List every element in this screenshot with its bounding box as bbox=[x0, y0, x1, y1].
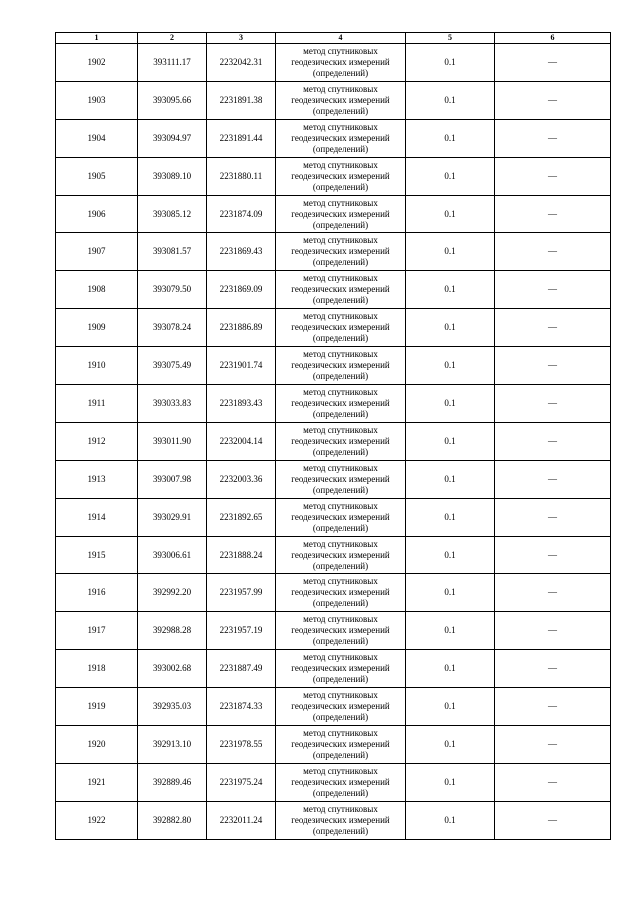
x-coordinate-cell: 392882.80 bbox=[138, 801, 207, 839]
method-line: геодезических измерений bbox=[291, 549, 390, 560]
x-coordinate-cell: 392992.20 bbox=[138, 574, 207, 612]
x-coordinate-cell: 393011.90 bbox=[138, 422, 207, 460]
x-coordinate-cell: 393089.10 bbox=[138, 157, 207, 195]
header-col-3: 3 bbox=[207, 33, 276, 44]
accuracy-cell: 0.1 bbox=[406, 612, 495, 650]
table-row bbox=[56, 650, 611, 688]
method-cell bbox=[276, 763, 406, 801]
note-cell: — bbox=[495, 157, 611, 195]
header-row bbox=[56, 33, 611, 44]
accuracy-cell: 0.1 bbox=[406, 422, 495, 460]
header-col-1: 1 bbox=[56, 33, 138, 44]
y-coordinate-cell: 2231892.65 bbox=[207, 498, 276, 536]
method-cell bbox=[276, 650, 406, 688]
table-row bbox=[56, 44, 611, 82]
method-line: (определений) bbox=[312, 257, 369, 268]
accuracy-cell: 0.1 bbox=[406, 498, 495, 536]
note-cell: — bbox=[495, 650, 611, 688]
method-cell bbox=[276, 195, 406, 233]
method-cell bbox=[276, 726, 406, 764]
x-coordinate-cell: 392988.28 bbox=[138, 612, 207, 650]
method-line: геодезических измерений bbox=[291, 397, 390, 408]
method-line: метод спутниковых bbox=[303, 803, 378, 814]
point-number-cell: 1906 bbox=[56, 195, 138, 233]
x-coordinate-cell: 393085.12 bbox=[138, 195, 207, 233]
table-row bbox=[56, 498, 611, 536]
x-coordinate-cell: 393002.68 bbox=[138, 650, 207, 688]
x-coordinate-cell: 393006.61 bbox=[138, 536, 207, 574]
x-coordinate-cell: 392913.10 bbox=[138, 726, 207, 764]
coordinates-table bbox=[55, 32, 611, 840]
method-line: (определений) bbox=[312, 712, 369, 723]
accuracy-cell: 0.1 bbox=[406, 726, 495, 764]
point-number-cell: 1907 bbox=[56, 233, 138, 271]
y-coordinate-cell: 2232042.31 bbox=[207, 44, 276, 82]
method-line: геодезических измерений bbox=[291, 360, 390, 371]
accuracy-cell: 0.1 bbox=[406, 763, 495, 801]
y-coordinate-cell: 2231957.99 bbox=[207, 574, 276, 612]
point-number-cell: 1905 bbox=[56, 157, 138, 195]
table-row bbox=[56, 119, 611, 157]
accuracy-cell: 0.1 bbox=[406, 536, 495, 574]
table-row bbox=[56, 385, 611, 423]
point-number-cell: 1912 bbox=[56, 422, 138, 460]
table-row bbox=[56, 801, 611, 839]
method-line: геодезических измерений bbox=[291, 814, 390, 825]
header-col-2: 2 bbox=[138, 33, 207, 44]
method-line: (определений) bbox=[312, 674, 369, 685]
y-coordinate-cell: 2231874.09 bbox=[207, 195, 276, 233]
point-number-cell: 1913 bbox=[56, 460, 138, 498]
method-line: (определений) bbox=[312, 408, 369, 419]
header-col-5: 5 bbox=[406, 33, 495, 44]
method-line: метод спутниковых bbox=[303, 311, 378, 322]
table-row bbox=[56, 271, 611, 309]
method-line: геодезических измерений bbox=[291, 208, 390, 219]
y-coordinate-cell: 2231869.09 bbox=[207, 271, 276, 309]
accuracy-cell: 0.1 bbox=[406, 574, 495, 612]
y-coordinate-cell: 2231880.11 bbox=[207, 157, 276, 195]
point-number-cell: 1919 bbox=[56, 688, 138, 726]
note-cell: — bbox=[495, 801, 611, 839]
method-line: метод спутниковых bbox=[303, 500, 378, 511]
accuracy-cell: 0.1 bbox=[406, 688, 495, 726]
method-line: метод спутниковых bbox=[303, 690, 378, 701]
method-line: (определений) bbox=[312, 295, 369, 306]
method-line: геодезических измерений bbox=[291, 322, 390, 333]
method-line: геодезических измерений bbox=[291, 701, 390, 712]
accuracy-cell: 0.1 bbox=[406, 385, 495, 423]
y-coordinate-cell: 2232011.24 bbox=[207, 801, 276, 839]
method-line: (определений) bbox=[312, 143, 369, 154]
table-row bbox=[56, 195, 611, 233]
accuracy-cell: 0.1 bbox=[406, 650, 495, 688]
method-line: метод спутниковых bbox=[303, 386, 378, 397]
header-col-4: 4 bbox=[276, 33, 406, 44]
method-cell bbox=[276, 347, 406, 385]
accuracy-cell: 0.1 bbox=[406, 195, 495, 233]
point-number-cell: 1909 bbox=[56, 309, 138, 347]
method-line: геодезических измерений bbox=[291, 246, 390, 257]
x-coordinate-cell: 393033.83 bbox=[138, 385, 207, 423]
method-cell bbox=[276, 81, 406, 119]
method-cell bbox=[276, 233, 406, 271]
accuracy-cell: 0.1 bbox=[406, 271, 495, 309]
method-line: геодезических измерений bbox=[291, 625, 390, 636]
point-number-cell: 1902 bbox=[56, 44, 138, 82]
y-coordinate-cell: 2231888.24 bbox=[207, 536, 276, 574]
y-coordinate-cell: 2231957.19 bbox=[207, 612, 276, 650]
note-cell: — bbox=[495, 460, 611, 498]
note-cell: — bbox=[495, 574, 611, 612]
method-cell bbox=[276, 498, 406, 536]
point-number-cell: 1911 bbox=[56, 385, 138, 423]
method-cell bbox=[276, 119, 406, 157]
note-cell: — bbox=[495, 347, 611, 385]
point-number-cell: 1910 bbox=[56, 347, 138, 385]
accuracy-cell: 0.1 bbox=[406, 347, 495, 385]
x-coordinate-cell: 393081.57 bbox=[138, 233, 207, 271]
method-cell bbox=[276, 801, 406, 839]
point-number-cell: 1914 bbox=[56, 498, 138, 536]
note-cell: — bbox=[495, 81, 611, 119]
method-line: метод спутниковых bbox=[303, 538, 378, 549]
method-cell bbox=[276, 460, 406, 498]
x-coordinate-cell: 393095.66 bbox=[138, 81, 207, 119]
method-line: (определений) bbox=[312, 484, 369, 495]
method-line: метод спутниковых bbox=[303, 462, 378, 473]
table-row bbox=[56, 763, 611, 801]
method-line: метод спутниковых bbox=[303, 45, 378, 56]
method-line: (определений) bbox=[312, 522, 369, 533]
y-coordinate-cell: 2231975.24 bbox=[207, 763, 276, 801]
table-row bbox=[56, 233, 611, 271]
method-line: геодезических измерений bbox=[291, 94, 390, 105]
point-number-cell: 1915 bbox=[56, 536, 138, 574]
x-coordinate-cell: 393079.50 bbox=[138, 271, 207, 309]
method-line: метод спутниковых bbox=[303, 614, 378, 625]
y-coordinate-cell: 2231869.43 bbox=[207, 233, 276, 271]
method-line: (определений) bbox=[312, 560, 369, 571]
method-line: метод спутниковых bbox=[303, 83, 378, 94]
method-cell bbox=[276, 422, 406, 460]
x-coordinate-cell: 393111.17 bbox=[138, 44, 207, 82]
note-cell: — bbox=[495, 422, 611, 460]
method-line: (определений) bbox=[312, 219, 369, 230]
accuracy-cell: 0.1 bbox=[406, 119, 495, 157]
note-cell: — bbox=[495, 233, 611, 271]
method-line: геодезических измерений bbox=[291, 284, 390, 295]
accuracy-cell: 0.1 bbox=[406, 81, 495, 119]
note-cell: — bbox=[495, 119, 611, 157]
method-line: геодезических измерений bbox=[291, 738, 390, 749]
accuracy-cell: 0.1 bbox=[406, 309, 495, 347]
method-line: метод спутниковых bbox=[303, 424, 378, 435]
note-cell: — bbox=[495, 44, 611, 82]
method-line: метод спутниковых bbox=[303, 159, 378, 170]
method-line: геодезических измерений bbox=[291, 56, 390, 67]
point-number-cell: 1917 bbox=[56, 612, 138, 650]
method-line: (определений) bbox=[312, 105, 369, 116]
y-coordinate-cell: 2231887.49 bbox=[207, 650, 276, 688]
table-row bbox=[56, 536, 611, 574]
table-row bbox=[56, 309, 611, 347]
y-coordinate-cell: 2232004.14 bbox=[207, 422, 276, 460]
table-body bbox=[56, 44, 611, 840]
y-coordinate-cell: 2232003.36 bbox=[207, 460, 276, 498]
x-coordinate-cell: 393075.49 bbox=[138, 347, 207, 385]
method-line: геодезических измерений bbox=[291, 435, 390, 446]
method-cell bbox=[276, 157, 406, 195]
note-cell: — bbox=[495, 763, 611, 801]
method-line: геодезических измерений bbox=[291, 170, 390, 181]
method-line: геодезических измерений bbox=[291, 473, 390, 484]
y-coordinate-cell: 2231891.44 bbox=[207, 119, 276, 157]
method-line: метод спутниковых bbox=[303, 197, 378, 208]
y-coordinate-cell: 2231886.89 bbox=[207, 309, 276, 347]
table-row bbox=[56, 347, 611, 385]
x-coordinate-cell: 393094.97 bbox=[138, 119, 207, 157]
point-number-cell: 1904 bbox=[56, 119, 138, 157]
table-row bbox=[56, 157, 611, 195]
method-cell bbox=[276, 612, 406, 650]
accuracy-cell: 0.1 bbox=[406, 460, 495, 498]
method-line: (определений) bbox=[312, 636, 369, 647]
header-col-6: 6 bbox=[495, 33, 611, 44]
method-cell bbox=[276, 271, 406, 309]
table-row bbox=[56, 422, 611, 460]
point-number-cell: 1908 bbox=[56, 271, 138, 309]
accuracy-cell: 0.1 bbox=[406, 157, 495, 195]
method-line: геодезических измерений bbox=[291, 663, 390, 674]
method-line: (определений) bbox=[312, 67, 369, 78]
table-header bbox=[56, 33, 611, 44]
note-cell: — bbox=[495, 271, 611, 309]
method-line: метод спутниковых bbox=[303, 652, 378, 663]
table-row bbox=[56, 688, 611, 726]
method-line: (определений) bbox=[312, 825, 369, 836]
method-line: геодезических измерений bbox=[291, 587, 390, 598]
method-line: метод спутниковых bbox=[303, 273, 378, 284]
table-row bbox=[56, 612, 611, 650]
method-line: (определений) bbox=[312, 749, 369, 760]
y-coordinate-cell: 2231891.38 bbox=[207, 81, 276, 119]
method-line: (определений) bbox=[312, 181, 369, 192]
point-number-cell: 1916 bbox=[56, 574, 138, 612]
point-number-cell: 1920 bbox=[56, 726, 138, 764]
method-cell bbox=[276, 536, 406, 574]
method-line: метод спутниковых bbox=[303, 121, 378, 132]
method-line: (определений) bbox=[312, 446, 369, 457]
method-line: (определений) bbox=[312, 598, 369, 609]
note-cell: — bbox=[495, 498, 611, 536]
accuracy-cell: 0.1 bbox=[406, 801, 495, 839]
method-cell bbox=[276, 385, 406, 423]
x-coordinate-cell: 393078.24 bbox=[138, 309, 207, 347]
method-line: метод спутниковых bbox=[303, 765, 378, 776]
accuracy-cell: 0.1 bbox=[406, 44, 495, 82]
method-line: геодезических измерений bbox=[291, 132, 390, 143]
note-cell: — bbox=[495, 612, 611, 650]
method-cell bbox=[276, 574, 406, 612]
point-number-cell: 1921 bbox=[56, 763, 138, 801]
note-cell: — bbox=[495, 536, 611, 574]
method-line: метод спутниковых bbox=[303, 727, 378, 738]
method-cell bbox=[276, 688, 406, 726]
x-coordinate-cell: 393029.91 bbox=[138, 498, 207, 536]
point-number-cell: 1918 bbox=[56, 650, 138, 688]
note-cell: — bbox=[495, 195, 611, 233]
method-line: метод спутниковых bbox=[303, 349, 378, 360]
x-coordinate-cell: 392889.46 bbox=[138, 763, 207, 801]
method-line: геодезических измерений bbox=[291, 511, 390, 522]
note-cell: — bbox=[495, 385, 611, 423]
y-coordinate-cell: 2231978.55 bbox=[207, 726, 276, 764]
table-row bbox=[56, 726, 611, 764]
x-coordinate-cell: 392935.03 bbox=[138, 688, 207, 726]
point-number-cell: 1903 bbox=[56, 81, 138, 119]
table-row bbox=[56, 460, 611, 498]
point-number-cell: 1922 bbox=[56, 801, 138, 839]
table-row bbox=[56, 81, 611, 119]
method-line: (определений) bbox=[312, 787, 369, 798]
method-line: геодезических измерений bbox=[291, 776, 390, 787]
method-line: метод спутниковых bbox=[303, 576, 378, 587]
note-cell: — bbox=[495, 309, 611, 347]
method-cell bbox=[276, 44, 406, 82]
y-coordinate-cell: 2231901.74 bbox=[207, 347, 276, 385]
note-cell: — bbox=[495, 688, 611, 726]
method-line: (определений) bbox=[312, 333, 369, 344]
method-line: (определений) bbox=[312, 371, 369, 382]
y-coordinate-cell: 2231893.43 bbox=[207, 385, 276, 423]
document-page bbox=[55, 32, 610, 840]
method-cell bbox=[276, 309, 406, 347]
method-line: метод спутниковых bbox=[303, 235, 378, 246]
x-coordinate-cell: 393007.98 bbox=[138, 460, 207, 498]
note-cell: — bbox=[495, 726, 611, 764]
y-coordinate-cell: 2231874.33 bbox=[207, 688, 276, 726]
table-row bbox=[56, 574, 611, 612]
accuracy-cell: 0.1 bbox=[406, 233, 495, 271]
